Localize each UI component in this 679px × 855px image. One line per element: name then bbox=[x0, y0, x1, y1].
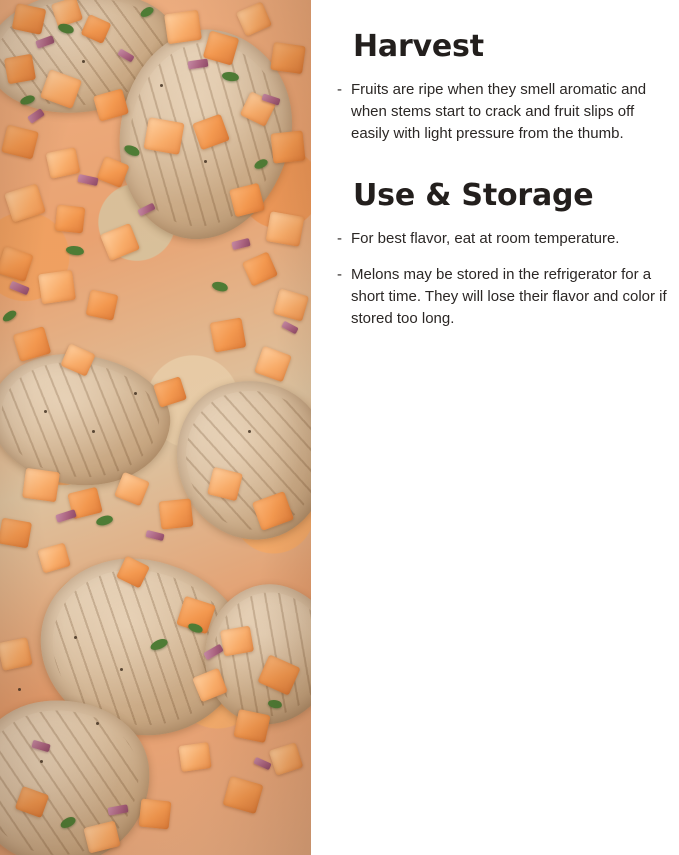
melon-salsa-layer bbox=[0, 0, 311, 855]
list-item bbox=[337, 264, 671, 330]
list-item bbox=[337, 228, 671, 250]
bullet-marker: - bbox=[337, 230, 342, 247]
section-title-harvest: Harvest bbox=[353, 29, 484, 64]
bullet-text: Melons may be stored in the refrigerator for a short time. They will lose their flavor and color if stored too long. bbox=[351, 266, 667, 327]
bullet-text: For best flavor, eat at room temperature. bbox=[351, 230, 620, 247]
bullet-marker: - bbox=[337, 266, 342, 283]
list-item bbox=[337, 79, 671, 145]
food-photograph bbox=[0, 0, 311, 855]
text-column bbox=[311, 0, 679, 855]
bullet-marker: - bbox=[337, 81, 342, 98]
section-title-use-and-storage: Use & Storage bbox=[353, 178, 594, 213]
bullet-text: Fruits are ripe when they smell aromatic and when stems start to crack and fruit slips off easily with light pressure from the thumb. bbox=[351, 81, 647, 142]
